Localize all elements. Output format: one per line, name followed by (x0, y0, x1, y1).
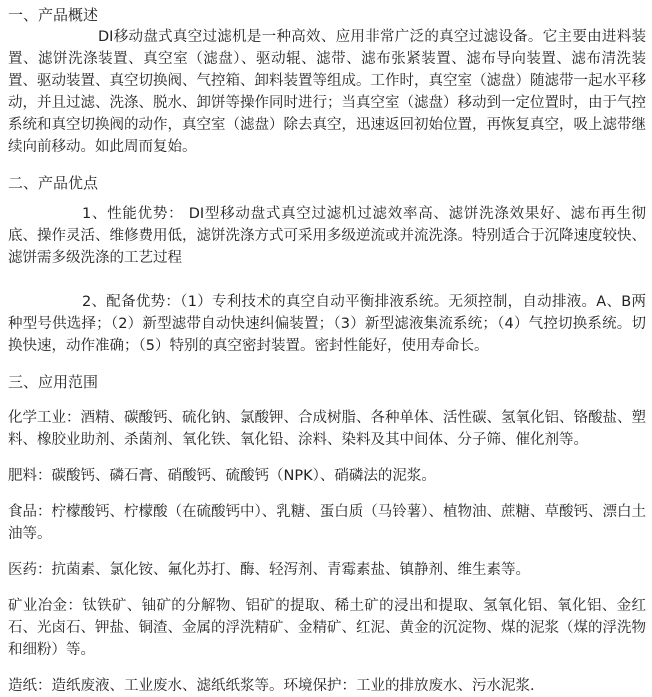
application-food: 食品：柠檬酸钙、柠檬酸（在硫酸钙中）、乳糖、蛋白质（马铃薯）、植物油、蔗糖、草酸钙、漂白土油等。 (8, 504, 646, 542)
configuration-advantage-paragraph: 2、配备优势：（1）专利技术的真空自动平衡排液系统。无须控制，自动排液。A、B两种型号供选择；（2）新型滤带自动快速纠偏装置；（3）新型滤液集流系统；（4）气控切换系统。切换快速，动作准确；（5）特别的真空密封装置。密封性能好，使用寿命长。 (8, 294, 646, 354)
application-chemical: 化学工业：酒精、碳酸钙、硫化钠、氯酸钾、合成树脂、各种单体、活性碳、氢氧化铝、铬酸盐、塑料、橡胶业助剂、杀菌剂、氧化铁、氧化铅、涂料、染料及其中间体、分子筛、催化剂等。 (8, 410, 646, 448)
section-heading-applications: 三、应用范围 (8, 373, 99, 391)
application-fertilizer: 肥料：碳酸钙、磷石膏、硝酸钙、硫酸钙（NPK）、硝磷法的泥浆。 (8, 468, 436, 484)
application-mining: 矿业冶金：钛铁矿、铀矿的分解物、铝矿的提取、稀土矿的浸出和提取、氢氧化铝、氧化铝、金红石、光卤石、钾盐、铜渣、金属的浮洗精矿、金精矿、红泥、黄金的沉淀物、煤的泥浆（煤的浮洗物和细粉）等。 (8, 598, 646, 658)
section-heading-overview: 一、产品概述 (8, 6, 99, 24)
application-medicine: 医药：抗菌素、氯化铵、氟化苏打、酶、轻泻剂、青霉素盐、镇静剂、维生素等。 (8, 562, 530, 578)
performance-advantage-paragraph: 1、性能优势： DI型移动盘式真空过滤机过滤效率高、滤饼洗涤效果好、滤布再生彻底、操作灵活、维修费用低，滤饼洗涤方式可采用多级逆流或并流洗涤。特别适合于沉降速度较快、滤饼需多级洗涤的工艺过程 (8, 206, 646, 266)
application-papermaking: 造纸：造纸废液、工业废水、滤纸纸浆等。环境保护：工业的排放废水、污水泥浆. (8, 678, 535, 694)
overview-paragraph: DI移动盘式真空过滤机是一种高效、应用非常广泛的真空过滤设备。它主要由进料装置、滤饼洗涤装置、真空室（滤盘）、驱动辊、滤带、滤布张紧装置、滤布导向装置、滤布清洗装置、驱动装置、真空切换阀、气控箱、卸料装置等组成。工作时，真空室（滤盘）随滤带一起水平移动，并且过滤、洗涤、脱水、卸饼等操作同时进行；当真空室（滤盘）移动到一定位置时，由于气控系统和真空切换阀的动作，真空室（滤盘）除去真空，迅速返回初始位置，再恢复真空，吸上滤带继续向前移动。如此周而复始。 (8, 29, 646, 155)
section-heading-advantages: 二、产品优点 (8, 174, 99, 192)
